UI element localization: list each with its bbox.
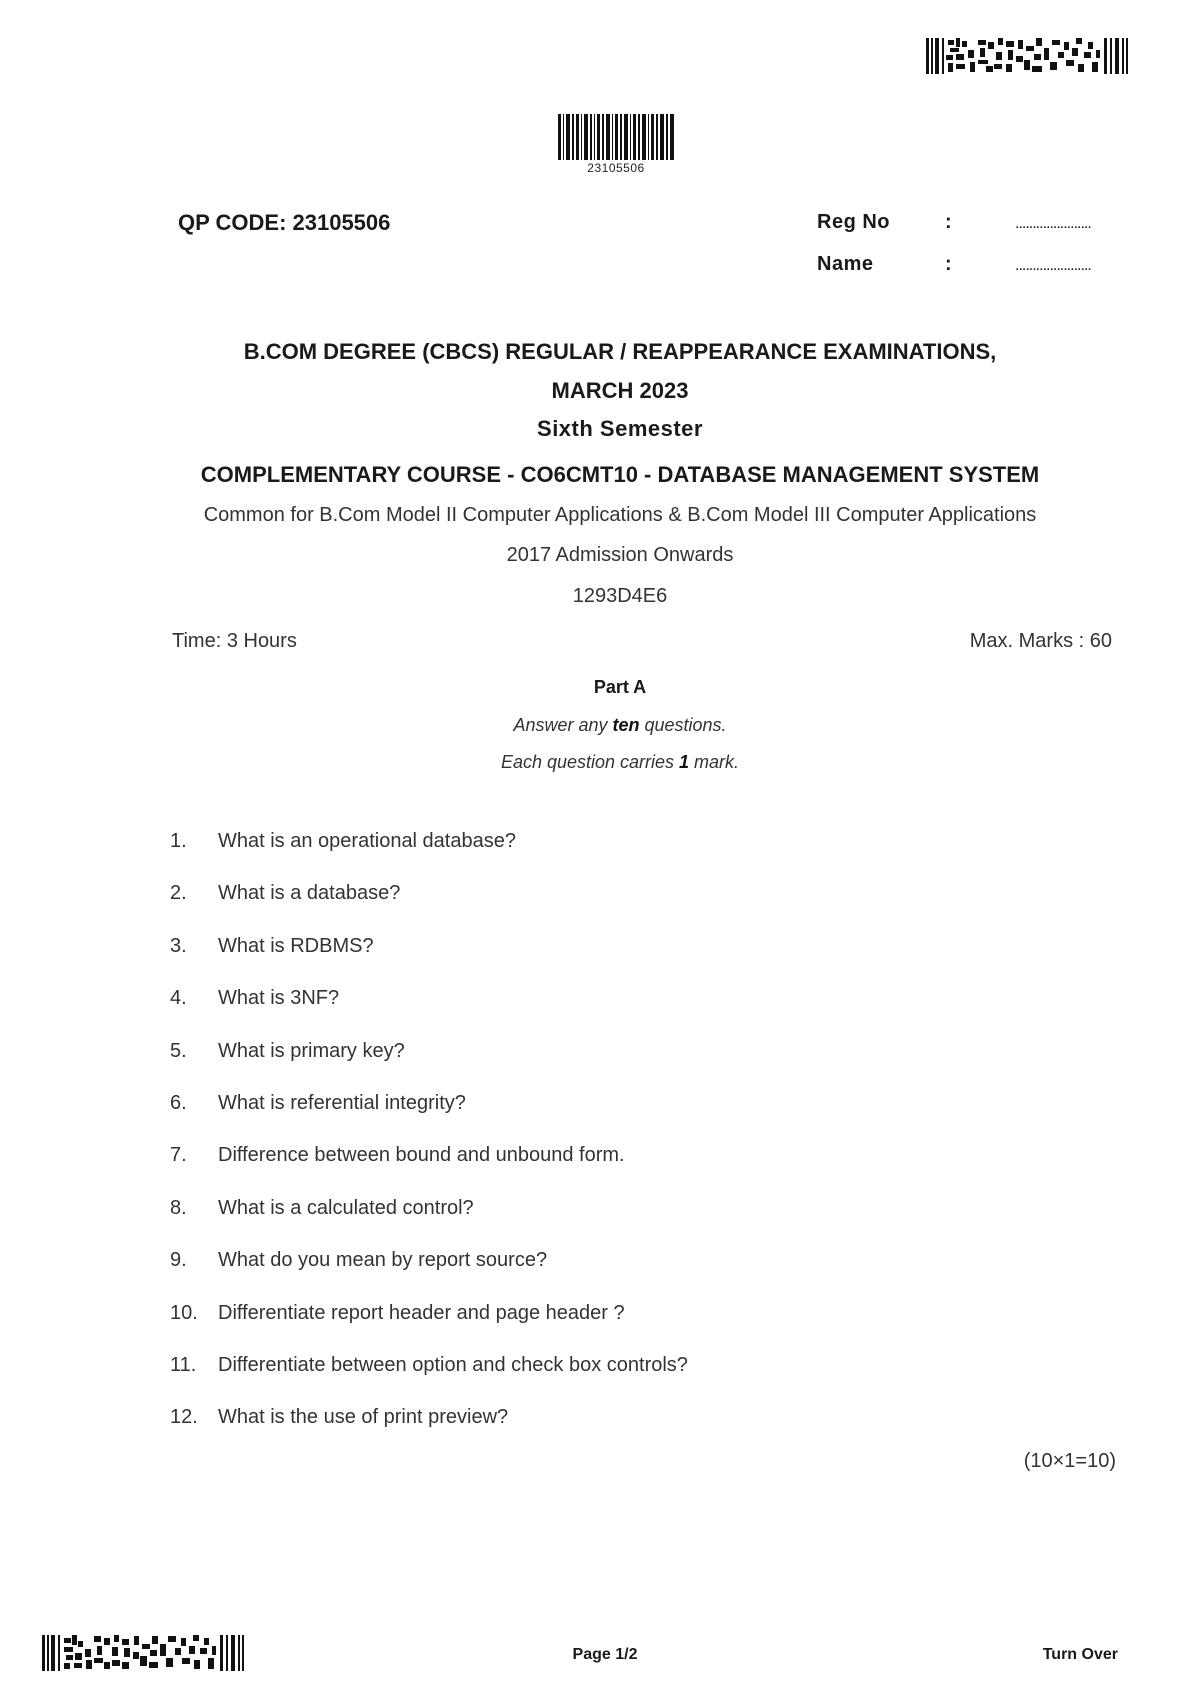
instruction-2-pre: Each question carries	[500, 752, 680, 772]
question-text: What is a calculated control?	[218, 1196, 474, 1219]
name-label: Name	[817, 253, 874, 275]
question-item	[170, 882, 1130, 934]
question-number: 8.	[170, 1196, 187, 1219]
question-text: What is 3NF?	[218, 987, 340, 1010]
common-for: Common for B.Com Model II Computer Applications & B.Com Model III Computer Applications	[203, 504, 1037, 526]
page-number: Page 1/2	[572, 1646, 638, 1663]
question-item	[170, 1302, 1130, 1354]
exam-title	[100, 332, 1140, 410]
question-number: 12.	[170, 1406, 198, 1429]
part-a-heading: Part A	[593, 677, 647, 697]
course-title: COMPLEMENTARY COURSE - CO6CMT10 - DATABASE MANAGEMENT SYSTEM	[200, 462, 1040, 487]
question-item	[170, 935, 1130, 987]
barcode-number: 23105506	[587, 161, 645, 175]
name-field: ......................	[1015, 257, 1091, 274]
question-text: What is referential integrity?	[218, 1091, 466, 1114]
admission: 2017 Admission Onwards	[506, 544, 734, 566]
question-number: 6.	[170, 1091, 187, 1114]
question-number: 7.	[170, 1144, 187, 1167]
instruction-2-post: mark.	[689, 752, 740, 772]
name-colon: :	[945, 253, 952, 275]
question-item	[170, 1040, 1130, 1092]
question-number: 1.	[170, 830, 187, 852]
question-text: What do you mean by report source?	[218, 1249, 548, 1272]
question-text: What is RDBMS?	[218, 934, 374, 957]
turn-over: Turn Over	[1042, 1646, 1118, 1663]
question-item	[170, 830, 1130, 882]
semester: Sixth Semester	[537, 416, 703, 441]
question-number: 3.	[170, 934, 187, 957]
question-number: 11.	[170, 1353, 197, 1376]
question-item	[170, 1354, 1130, 1406]
instruction-2	[100, 752, 1140, 773]
barcode-top-right	[926, 38, 1128, 74]
question-text: What is primary key?	[218, 1039, 405, 1062]
paper-code: 1293D4E6	[572, 585, 668, 607]
exam-title-line-1: B.COM DEGREE (CBCS) REGULAR / REAPPEARANCE EXAMINATIONS,	[243, 339, 997, 364]
question-number: 2.	[170, 882, 187, 905]
question-item	[170, 1197, 1130, 1249]
part-a-score: (10×1=10)	[1023, 1450, 1116, 1472]
question-number: 4.	[170, 987, 187, 1010]
barcode-center	[558, 114, 674, 160]
question-number: 9.	[170, 1249, 187, 1272]
reg-no-label: Reg No	[817, 211, 890, 233]
question-item	[170, 1249, 1130, 1301]
question-number: 10.	[170, 1301, 198, 1324]
instruction-1-post: questions.	[639, 715, 727, 735]
reg-no-colon: :	[945, 211, 952, 233]
instruction-2-bold: 1	[679, 752, 690, 772]
question-text: Differentiate between option and check box controls?	[218, 1353, 688, 1376]
exam-title-line-2: MARCH 2023	[551, 378, 689, 403]
question-item	[170, 987, 1130, 1039]
barcode-bottom-left	[42, 1635, 244, 1671]
instruction-1	[100, 715, 1140, 736]
question-text: Difference between bound and unbound form.	[218, 1144, 625, 1167]
question-item	[170, 1092, 1130, 1144]
reg-no-field: ......................	[1015, 215, 1091, 232]
max-marks: Max. Marks : 60	[969, 630, 1112, 652]
question-text: What is the use of print preview?	[218, 1406, 509, 1429]
instruction-1-bold: ten	[612, 715, 640, 735]
qp-code: QP CODE: 23105506	[178, 210, 391, 235]
question-list	[170, 830, 1130, 1459]
question-text: Differentiate report header and page header ?	[218, 1301, 625, 1324]
instruction-1-pre: Answer any	[513, 715, 613, 735]
question-item	[170, 1144, 1130, 1196]
question-text: What is a database?	[218, 882, 401, 905]
time-allowed: Time: 3 Hours	[172, 630, 297, 652]
question-number: 5.	[170, 1039, 187, 1062]
question-text: What is an operational database?	[218, 830, 516, 852]
